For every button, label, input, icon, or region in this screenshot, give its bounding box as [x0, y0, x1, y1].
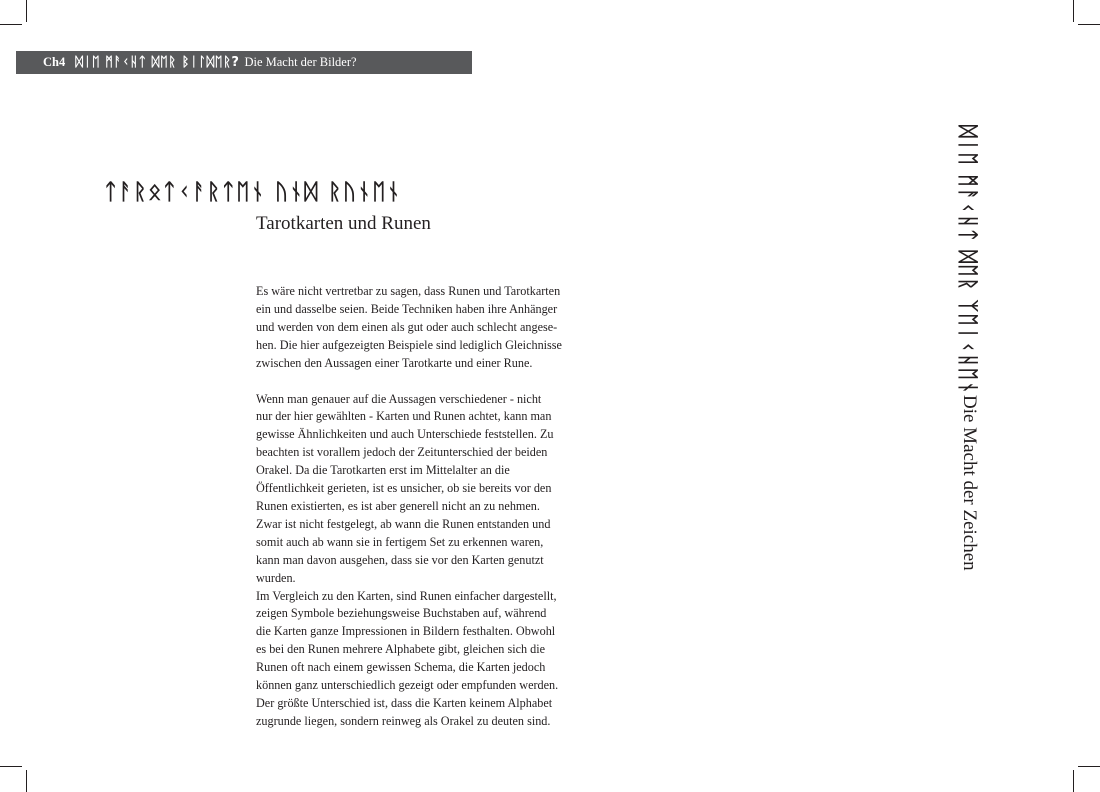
text-line: es bei den Runen mehrere Alphabete gibt, gleichen sich die [256, 642, 546, 657]
text-line: Runen oft nach einem gewissen Schema, die Karten jedoch [256, 660, 546, 675]
paragraph-gap [256, 373, 596, 391]
text-line: nur der hier gewählten - Karten und Runen achtet, kann man [256, 409, 552, 424]
crop-mark-top-left-horizontal [0, 24, 22, 25]
text-line: ein und dasselbe seien. Beide Techniken haben ihre Anhänger [256, 301, 558, 316]
text-line: Im Vergleich zu den Karten, sind Runen einfacher dargestellt, [256, 588, 557, 603]
text-line: hen. Die hier aufgezeigten Beispiele sind lediglich Gleichnisse [256, 337, 562, 352]
running-header [16, 51, 472, 74]
text-line: somit auch ab wann sie in fertigem Set zu erkennen waren, [256, 534, 544, 549]
crop-mark-top-right-horizontal [1078, 24, 1100, 25]
crop-mark-bottom-left-horizontal [0, 766, 22, 767]
paragraph-3 [256, 588, 596, 731]
text-line: Der größte Unterschied ist, dass die Karten keinem Alphabet [256, 695, 553, 710]
side-title-runes: ᛞᛁᛖ ᛗᚨᚲᚺᛏ ᛞᛖᚱ ᛉᛖᛁᚲᚺᛖᚾ [956, 125, 980, 395]
text-line: Orakel. Da die Tarotkarten erst im Mittelalter an die [256, 463, 510, 478]
section-title-runes: ᛏᚨᚱᛟᛏᚲᚨᚱᛏᛖᚾ ᚢᚾᛞ ᚱᚢᚾᛖᚾ [104, 180, 402, 205]
text-line: wurden. [256, 570, 296, 585]
text-line: können ganz unterschiedlich gezeigt oder empfunden werden. [256, 678, 559, 693]
paragraph-2 [256, 391, 596, 588]
crop-mark-top-right-vertical [1073, 0, 1074, 22]
crop-mark-bottom-right-horizontal [1078, 766, 1100, 767]
text-line: Runen existierten, es ist aber generell nicht an zu nehmen. [256, 498, 540, 513]
paragraph-1 [256, 283, 596, 373]
text-line: zugrunde liegen, sondern reinweg als Orakel zu deuten sind. [256, 713, 551, 728]
text-line: die Karten ganze Impressionen in Bildern festhalten. Obwohl [256, 624, 556, 639]
section-title: Tarotkarten und Runen [256, 213, 431, 234]
header-subtitle: Die Macht der Bilder? [244, 55, 357, 69]
side-chapter-title [925, 125, 980, 571]
text-line: Wenn man genauer auf die Aussagen verschiedener - nicht [256, 391, 542, 406]
text-line: Zwar ist nicht festgelegt, ab wann die Runen entstanden und [256, 516, 551, 531]
text-line: gewisse Ähnlichkeiten und auch Unterschiede feststellen. Zu [256, 427, 554, 442]
crop-mark-bottom-left-vertical [26, 770, 27, 792]
crop-mark-bottom-right-vertical [1073, 770, 1074, 792]
text-line: zeigen Symbole beziehungsweise Buchstaben auf, während [256, 606, 547, 621]
text-line: Es wäre nicht vertretbar zu sagen, dass Runen und Tarotkarten [256, 284, 561, 298]
text-line: zwischen den Aussagen einer Tarotkarte und einer Rune. [256, 355, 533, 370]
body-text [256, 283, 596, 731]
side-title: Die Macht der Zeichen [959, 394, 980, 571]
chapter-label: Ch4 [43, 55, 66, 69]
text-line: und werden von dem einen als gut oder auch schlecht angese- [256, 319, 558, 334]
header-runes: ᛞᛁᛖ ᛗᚨᚲᚺᛏ ᛞᛖᚱ ᛒᛁᛚᛞᛖᚱ? [75, 55, 240, 70]
crop-mark-top-left-vertical [26, 0, 27, 22]
text-line: Öffentlichkeit gerieten, ist es unsicher, ob sie bereits vor den [256, 481, 552, 496]
text-line: kann man davon ausgehen, dass sie vor den Karten genutzt [256, 552, 544, 567]
text-line: beachten ist vorallem jedoch der Zeitunterschied der beiden [256, 445, 548, 460]
